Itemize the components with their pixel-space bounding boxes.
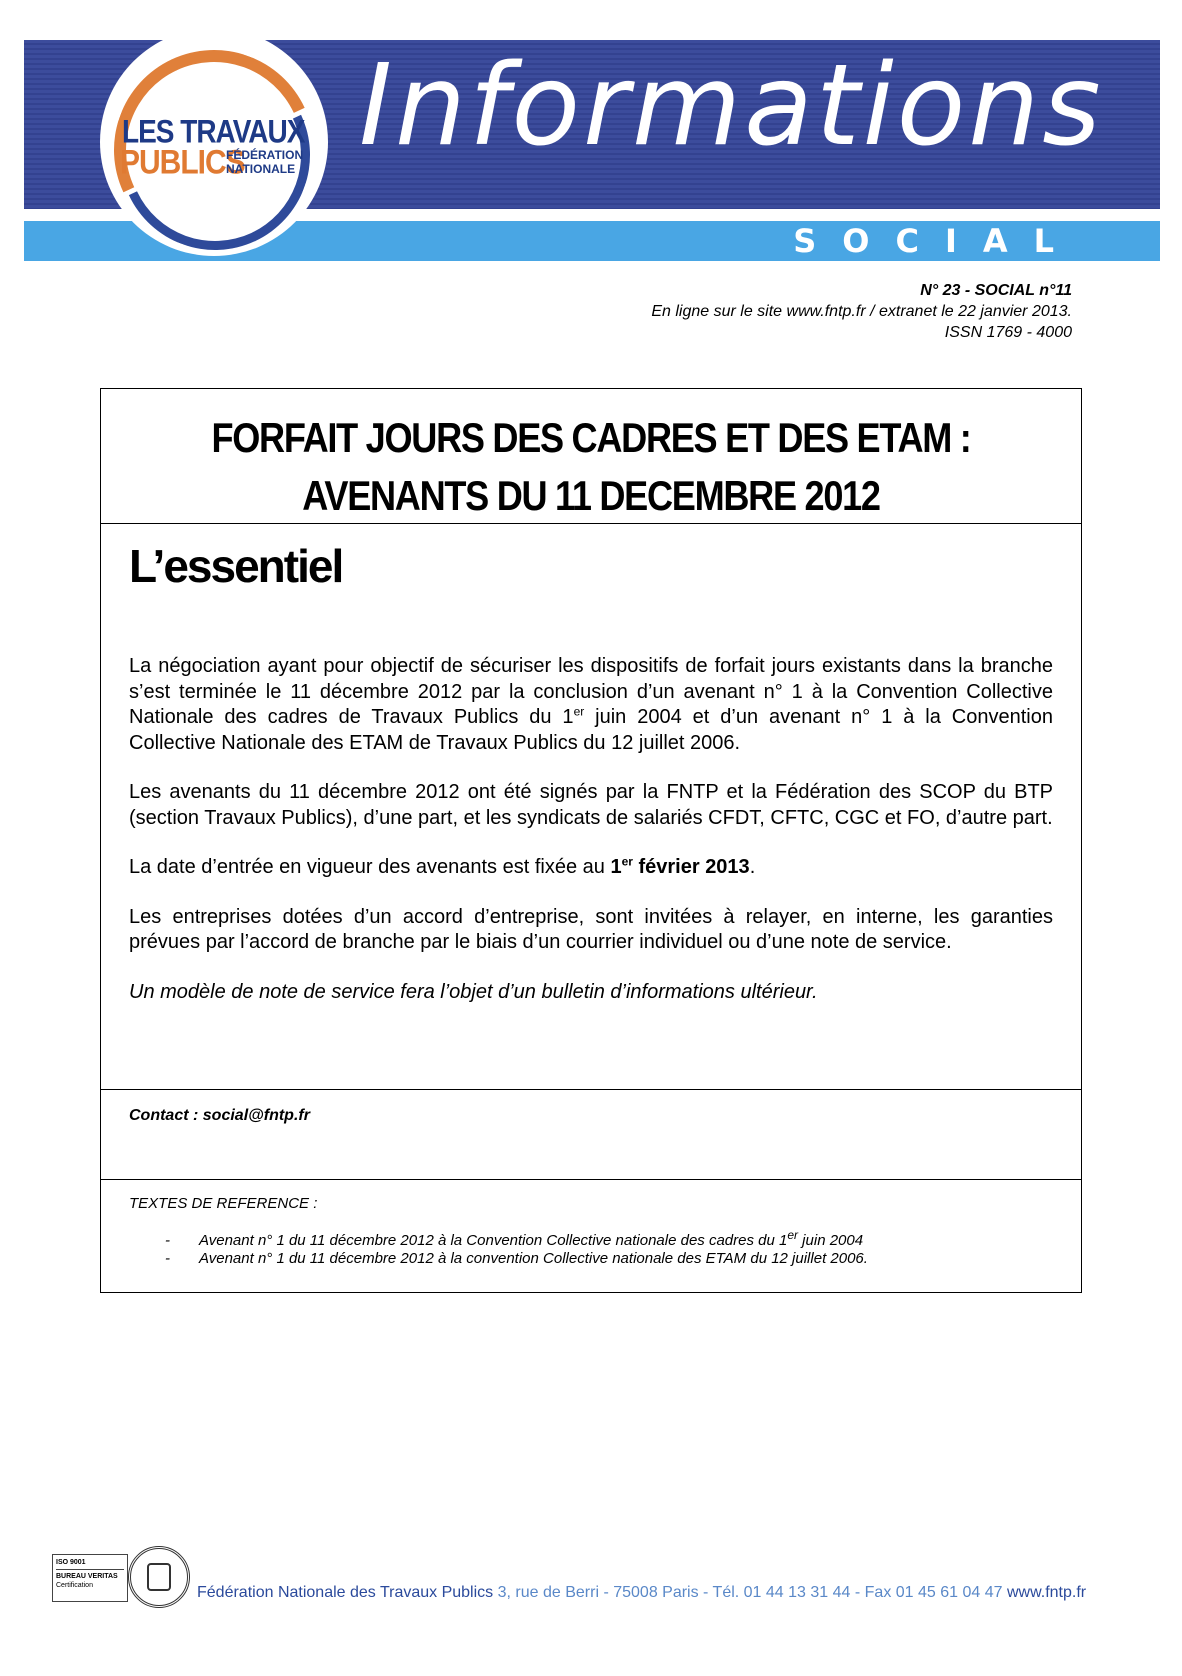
article-title: FORFAIT JOURS DES CADRES ET DES ETAM : AVENANTS DU 11 DECEMBRE 2012 — [211, 414, 971, 519]
footer-contact: 3, rue de Berri - 75008 Paris - Tél. 01 44 13 31 44 - Fax 01 45 61 04 47 — [493, 1584, 1007, 1601]
refs-list — [129, 1228, 1053, 1268]
paragraph-2: Les avenants du 11 décembre 2012 ont été signés par la FNTP et la Fédération des SCOP du BTP (section Travaux Publics), d’une part, et les syndicats de salariés CFDT, CFTC, CGC et FO, d’autre part. — [129, 781, 1053, 829]
logo-text-line2: PUBLICS — [120, 143, 245, 182]
footer-website-link[interactable]: www.fntp.fr — [1006, 1584, 1087, 1601]
fntp-logo — [100, 28, 328, 256]
footer-org: Fédération Nationale des Travaux Publics — [197, 1584, 494, 1601]
list-item: - Avenant n° 1 du 11 décembre 2012 à la convention Collective nationale des ETAM du 12 juillet 2006. — [129, 1250, 1053, 1268]
online-note: En ligne sur le site www.fntp.fr / extranet le 22 janvier 2013. — [651, 303, 1072, 320]
issn: ISSN 1769 - 4000 — [944, 324, 1072, 341]
footer-address — [197, 1584, 1086, 1602]
banner-section-label: SOCIAL — [793, 222, 1080, 260]
banner-title: Informations — [359, 41, 1104, 171]
title-divider — [101, 523, 1081, 524]
refs-heading: TEXTES DE REFERENCE : — [129, 1195, 318, 1212]
bureau-veritas-certification — [52, 1546, 192, 1608]
list-item: - Avenant n° 1 du 11 décembre 2012 à la Convention Collective nationale des cadres du 1er juin 2004 — [129, 1232, 1053, 1250]
refs-divider — [101, 1179, 1081, 1180]
paragraph-5: Un modèle de note de service fera l’objet d’un bulletin d’informations ultérieur. — [129, 980, 818, 1003]
logo-text-line1: LES TRAVAUX — [122, 113, 305, 150]
paragraph-1: La négociation ayant pour objectif de sécuriser les dispositifs de forfait jours existants dans la branche s’est terminée le 11 décembre 2012 par la conclusion d’un avenant n° 1 à la Convention Collective Nationale des cadres de Travaux Publics du 1er juin 2004 et d’un avenant n° 1 à la Convention Collective Nationale des ETAM de Travaux Publics du 12 juillet 2006. — [129, 655, 1053, 754]
bureau-veritas-seal-icon — [128, 1546, 190, 1608]
reference-texts — [129, 1195, 1053, 1268]
article-box — [100, 388, 1082, 1293]
section-heading-essentiel: L’essentiel — [129, 540, 343, 592]
contact-line[interactable]: Contact : social@fntp.fr — [129, 1107, 310, 1124]
paragraph-4: Les entreprises dotées d’un accord d’entreprise, sont invitées à relayer, en interne, les garanties prévues par l’accord de branche par le biais d’un courrier individuel ou d’une note de service. — [129, 905, 1053, 953]
issue-number: N° 23 - SOCIAL n°11 — [920, 282, 1072, 299]
issue-meta — [651, 280, 1072, 343]
article-body — [129, 654, 1053, 1029]
cert-label-box: ISO 9001 BUREAU VERITAS Certification — [52, 1554, 128, 1602]
contact-divider — [101, 1089, 1081, 1090]
logo-text-line3: FÉDÉRATION NATIONALE — [226, 148, 304, 176]
paragraph-3: La date d’entrée en vigueur des avenants est fixée au 1er février 2013. — [129, 854, 756, 878]
